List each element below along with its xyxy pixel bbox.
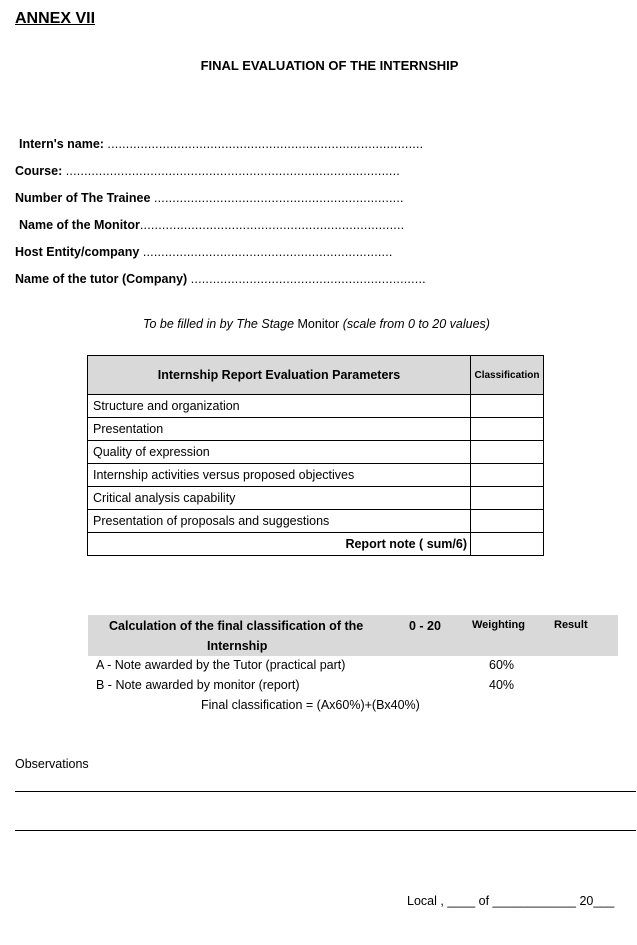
field-tutor-name	[15, 272, 426, 286]
footer-of: of	[478, 894, 490, 908]
footer-local: Local ,	[407, 894, 444, 908]
row-label: Quality of expression	[88, 441, 471, 464]
total-row	[88, 533, 544, 556]
footer-year: 20	[579, 894, 594, 908]
final-formula: Final classification = (Ax60%)+(Bx40%)	[201, 698, 420, 712]
field-label: Name of the tutor (Company)	[15, 272, 188, 286]
field-intern-name	[19, 137, 423, 151]
instruction-part2: Monitor	[297, 317, 340, 331]
field-label: Number of The Trainee	[15, 191, 151, 205]
annex-title: ANNEX VII	[15, 10, 96, 27]
table-row	[88, 464, 544, 487]
final-header-result: Result	[554, 619, 588, 631]
row-label: Presentation	[88, 418, 471, 441]
observations-label: Observations	[15, 757, 89, 771]
classification-cell[interactable]	[471, 441, 544, 464]
row-a-label: A - Note awarded by the Tutor (practical part)	[96, 658, 346, 672]
final-header-scale: 0 - 20	[409, 619, 441, 633]
classification-cell[interactable]	[471, 418, 544, 441]
classification-cell[interactable]	[471, 464, 544, 487]
instruction-part1: To be filled in by The Stage	[143, 317, 295, 331]
field-label: Host Entity/company	[15, 245, 140, 259]
report-note-cell[interactable]	[471, 533, 544, 556]
table-row	[88, 441, 544, 464]
field-dots: ........................................................................	[139, 218, 405, 232]
row-a-weight: 60%	[489, 658, 515, 672]
instruction-text	[143, 317, 490, 331]
classification-cell[interactable]	[471, 487, 544, 510]
final-header-weighting: Weighting	[472, 619, 525, 631]
field-label: Name of the Monitor	[19, 218, 140, 232]
table-header-row	[88, 356, 544, 395]
footer-date-line	[407, 894, 614, 908]
field-dots: ...........................................................................................	[65, 164, 400, 178]
field-monitor-name	[19, 218, 404, 232]
report-note-label: Report note ( sum/6)	[88, 533, 471, 556]
observations-line-1[interactable]	[15, 791, 636, 792]
observations-line-2[interactable]	[15, 830, 636, 831]
field-trainee-number	[15, 191, 404, 205]
field-course	[15, 164, 400, 178]
row-label: Internship activities versus proposed objectives	[88, 464, 471, 487]
table-row	[88, 418, 544, 441]
row-label: Critical analysis capability	[88, 487, 471, 510]
field-host-entity	[15, 245, 393, 259]
table-row	[88, 487, 544, 510]
classification-cell[interactable]	[471, 395, 544, 418]
field-dots: ......................................................................................	[107, 137, 424, 151]
instruction-part3: (scale from 0 to 20 values)	[342, 317, 490, 331]
row-label: Structure and organization	[88, 395, 471, 418]
header-parameters: Internship Report Evaluation Parameters	[88, 356, 471, 395]
field-label: Intern's name:	[19, 137, 104, 151]
final-header-title-line1: Calculation of the final classification of the	[109, 619, 364, 633]
header-classification: Classification	[471, 356, 544, 395]
footer-year-blank[interactable]: ___	[593, 894, 615, 908]
evaluation-table	[87, 355, 544, 556]
field-dots: ................................................................	[190, 272, 426, 286]
field-dots: ....................................................................	[153, 191, 404, 205]
table-row	[88, 510, 544, 533]
row-b-label: B - Note awarded by monitor (report)	[96, 678, 300, 692]
footer-day-blank[interactable]: ____	[447, 894, 476, 908]
field-label: Course:	[15, 164, 63, 178]
row-b-weight: 40%	[489, 678, 515, 692]
footer-month-blank[interactable]: ____________	[492, 894, 576, 908]
row-label: Presentation of proposals and suggestions	[88, 510, 471, 533]
table-row	[88, 395, 544, 418]
field-dots: ....................................................................	[142, 245, 393, 259]
page-title: FINAL EVALUATION OF THE INTERNSHIP	[200, 58, 459, 73]
classification-cell[interactable]	[471, 510, 544, 533]
final-header-title-line2: Internship	[207, 639, 268, 653]
